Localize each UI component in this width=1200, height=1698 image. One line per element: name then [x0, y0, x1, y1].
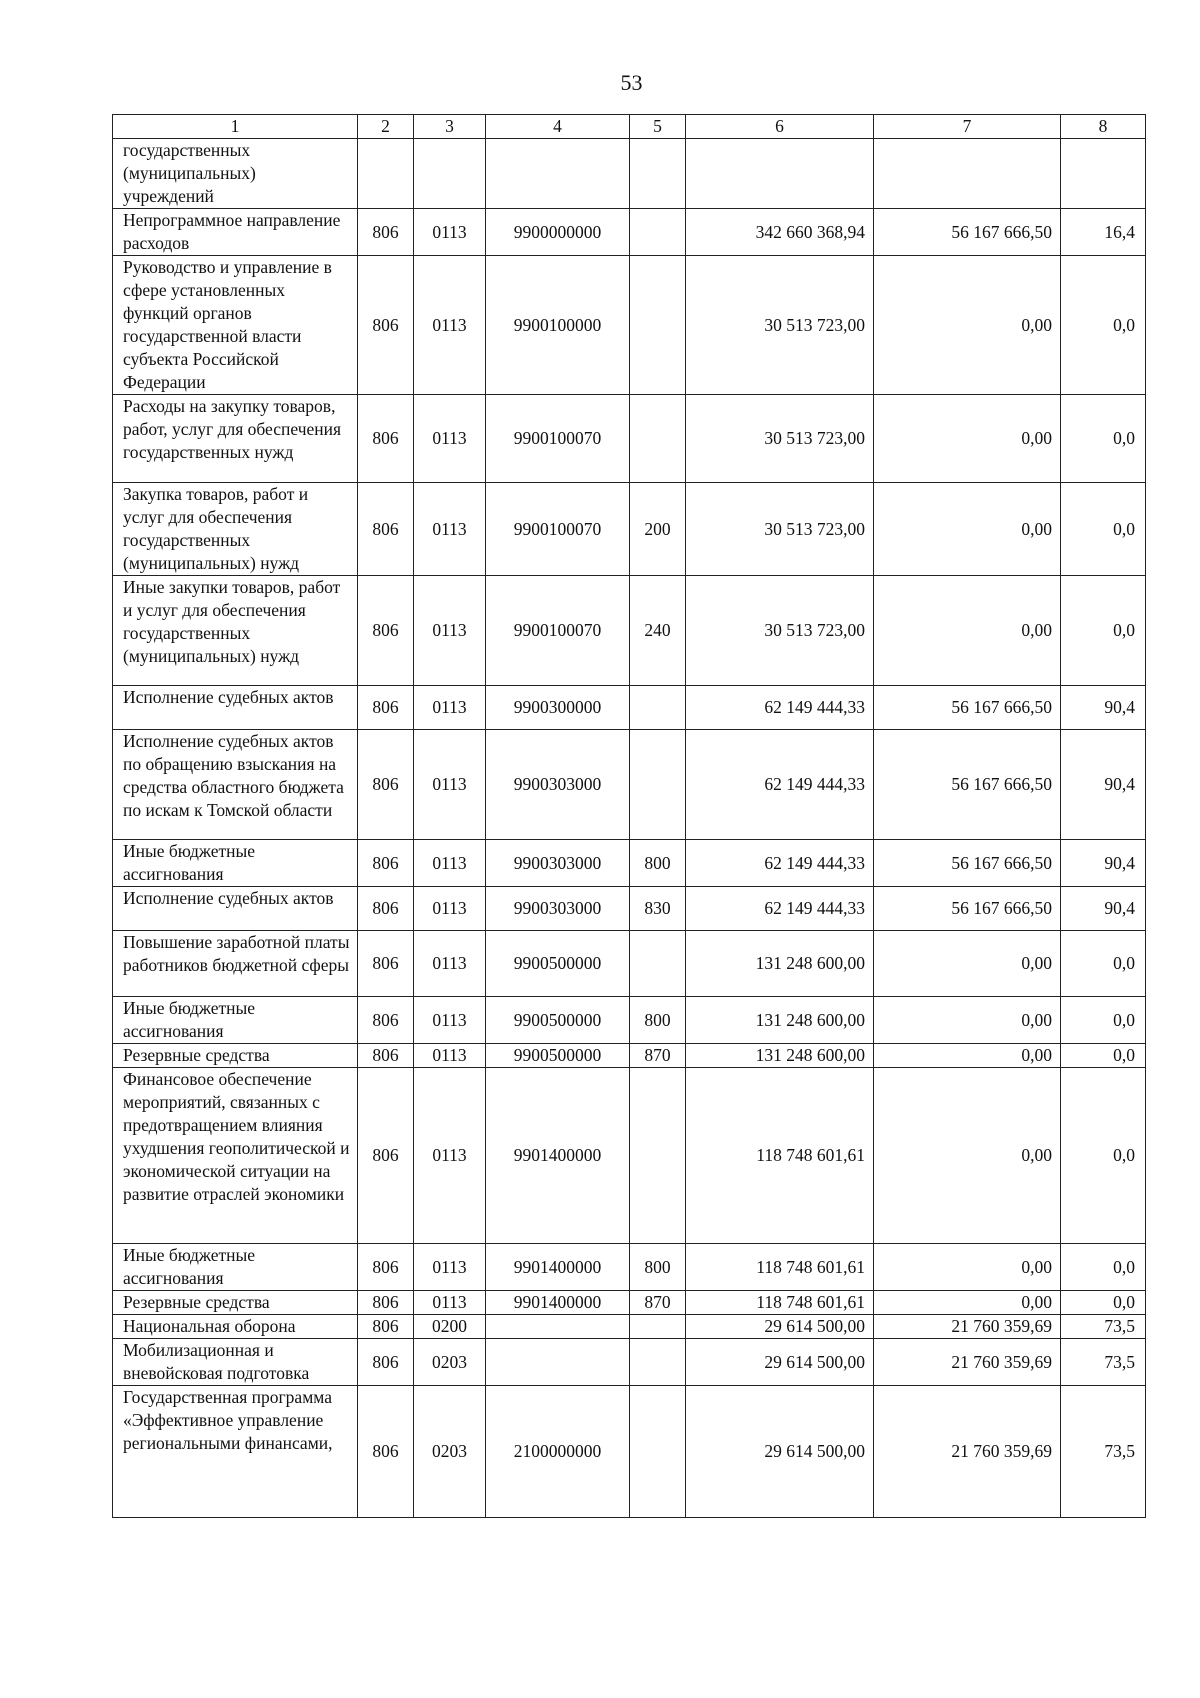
- executed-amount: 21 760 359,69: [874, 1339, 1061, 1386]
- executed-amount: 56 167 666,50: [874, 840, 1061, 887]
- executed-amount: 0,00: [874, 395, 1061, 483]
- execution-percent: 0,0: [1061, 1044, 1146, 1068]
- row-name: Мобилизационная и вневойсковая подготовка: [113, 1339, 358, 1386]
- expense-type-code: 800: [630, 840, 686, 887]
- execution-percent: 90,4: [1061, 840, 1146, 887]
- planned-amount: 30 513 723,00: [686, 576, 874, 686]
- planned-amount: 30 513 723,00: [686, 483, 874, 576]
- executed-amount: 0,00: [874, 1291, 1061, 1315]
- subsection-code: 0113: [414, 887, 486, 931]
- subsection-code: [414, 139, 486, 209]
- executed-amount: 21 760 359,69: [874, 1315, 1061, 1339]
- execution-percent: 16,4: [1061, 209, 1146, 256]
- section-code: 806: [358, 1244, 414, 1291]
- executed-amount: 0,00: [874, 256, 1061, 395]
- planned-amount: 118 748 601,61: [686, 1068, 874, 1244]
- execution-percent: 73,5: [1061, 1386, 1146, 1518]
- subsection-code: 0113: [414, 483, 486, 576]
- target-article-code: 9900300000: [486, 686, 630, 730]
- target-article-code: 9900303000: [486, 887, 630, 931]
- table-row: [113, 576, 1146, 686]
- target-article-code: [486, 139, 630, 209]
- table-body: [113, 139, 1146, 1518]
- column-header: 6: [686, 115, 874, 139]
- target-article-code: 2100000000: [486, 1386, 630, 1518]
- execution-percent: 73,5: [1061, 1339, 1146, 1386]
- target-article-code: [486, 1315, 630, 1339]
- planned-amount: 342 660 368,94: [686, 209, 874, 256]
- section-code: 806: [358, 840, 414, 887]
- subsection-code: 0113: [414, 395, 486, 483]
- target-article-code: 9900500000: [486, 1044, 630, 1068]
- execution-percent: 0,0: [1061, 1244, 1146, 1291]
- row-name: Руководство и управление в сфере установленных функций органов государственной власти субъекта Российской Федерации: [113, 256, 358, 395]
- execution-percent: 0,0: [1061, 1068, 1146, 1244]
- table-row: [113, 395, 1146, 483]
- target-article-code: [486, 1339, 630, 1386]
- expense-type-code: [630, 686, 686, 730]
- expense-type-code: [630, 256, 686, 395]
- table-row: [113, 840, 1146, 887]
- section-code: 806: [358, 209, 414, 256]
- section-code: 806: [358, 997, 414, 1044]
- table-row: [113, 931, 1146, 997]
- expense-type-code: 870: [630, 1044, 686, 1068]
- execution-percent: 0,0: [1061, 483, 1146, 576]
- section-code: 806: [358, 483, 414, 576]
- row-name: Повышение заработной платы работников бюджетной сферы: [113, 931, 358, 997]
- section-code: 806: [358, 730, 414, 840]
- target-article-code: 9901400000: [486, 1068, 630, 1244]
- subsection-code: 0113: [414, 576, 486, 686]
- planned-amount: 62 149 444,33: [686, 840, 874, 887]
- table-row: [113, 1244, 1146, 1291]
- section-code: 806: [358, 887, 414, 931]
- section-code: [358, 139, 414, 209]
- subsection-code: 0113: [414, 686, 486, 730]
- planned-amount: 29 614 500,00: [686, 1315, 874, 1339]
- expense-type-code: 800: [630, 997, 686, 1044]
- target-article-code: 9900100070: [486, 395, 630, 483]
- execution-percent: 0,0: [1061, 1291, 1146, 1315]
- section-code: 806: [358, 1291, 414, 1315]
- subsection-code: 0113: [414, 1044, 486, 1068]
- execution-percent: 73,5: [1061, 1315, 1146, 1339]
- expense-type-code: [630, 730, 686, 840]
- execution-percent: [1061, 139, 1146, 209]
- table-row: [113, 730, 1146, 840]
- expense-type-code: [630, 395, 686, 483]
- row-name: Иные бюджетные ассигнования: [113, 840, 358, 887]
- executed-amount: 0,00: [874, 1044, 1061, 1068]
- column-header: 8: [1061, 115, 1146, 139]
- table-row: [113, 1339, 1146, 1386]
- subsection-code: 0113: [414, 1068, 486, 1244]
- subsection-code: 0203: [414, 1386, 486, 1518]
- subsection-code: 0113: [414, 1244, 486, 1291]
- row-name: Исполнение судебных актов: [113, 686, 358, 730]
- planned-amount: 30 513 723,00: [686, 256, 874, 395]
- planned-amount: 131 248 600,00: [686, 1044, 874, 1068]
- expense-type-code: [630, 1315, 686, 1339]
- executed-amount: 56 167 666,50: [874, 887, 1061, 931]
- expense-type-code: 870: [630, 1291, 686, 1315]
- planned-amount: 62 149 444,33: [686, 686, 874, 730]
- section-code: 806: [358, 1315, 414, 1339]
- expense-type-code: [630, 931, 686, 997]
- section-code: 806: [358, 1386, 414, 1518]
- row-name: Резервные средства: [113, 1291, 358, 1315]
- budget-table: [112, 114, 1146, 1518]
- planned-amount: 131 248 600,00: [686, 931, 874, 997]
- row-name: Финансовое обеспечение мероприятий, связанных с предотвращением влияния ухудшения геополитической и экономической ситуации на развитие отраслей экономики: [113, 1068, 358, 1244]
- table-row: [113, 1315, 1146, 1339]
- expense-type-code: [630, 139, 686, 209]
- expense-type-code: [630, 1339, 686, 1386]
- planned-amount: 29 614 500,00: [686, 1339, 874, 1386]
- section-code: 806: [358, 576, 414, 686]
- column-header: 2: [358, 115, 414, 139]
- expense-type-code: [630, 1068, 686, 1244]
- column-header: 7: [874, 115, 1061, 139]
- row-name: Расходы на закупку товаров, работ, услуг для обеспечения государственных нужд: [113, 395, 358, 483]
- section-code: 806: [358, 1339, 414, 1386]
- subsection-code: 0113: [414, 1291, 486, 1315]
- row-name: Непрограммное направление расходов: [113, 209, 358, 256]
- executed-amount: 56 167 666,50: [874, 209, 1061, 256]
- table-row: [113, 483, 1146, 576]
- column-header: 4: [486, 115, 630, 139]
- section-code: 806: [358, 1068, 414, 1244]
- executed-amount: 0,00: [874, 1068, 1061, 1244]
- planned-amount: [686, 139, 874, 209]
- executed-amount: 56 167 666,50: [874, 686, 1061, 730]
- subsection-code: 0113: [414, 209, 486, 256]
- planned-amount: 118 748 601,61: [686, 1244, 874, 1291]
- target-article-code: 9900000000: [486, 209, 630, 256]
- executed-amount: 0,00: [874, 931, 1061, 997]
- execution-percent: 90,4: [1061, 686, 1146, 730]
- execution-percent: 0,0: [1061, 931, 1146, 997]
- table-header-row: [113, 115, 1146, 139]
- planned-amount: 29 614 500,00: [686, 1386, 874, 1518]
- table-row: [113, 139, 1146, 209]
- table-row: [113, 1291, 1146, 1315]
- row-name: государственных (муниципальных) учреждений: [113, 139, 358, 209]
- executed-amount: 0,00: [874, 483, 1061, 576]
- subsection-code: 0113: [414, 256, 486, 395]
- table-row: [113, 887, 1146, 931]
- row-name: Национальная оборона: [113, 1315, 358, 1339]
- section-code: 806: [358, 395, 414, 483]
- table-row: [113, 1044, 1146, 1068]
- expense-type-code: 800: [630, 1244, 686, 1291]
- target-article-code: 9900100070: [486, 576, 630, 686]
- planned-amount: 62 149 444,33: [686, 730, 874, 840]
- executed-amount: 56 167 666,50: [874, 730, 1061, 840]
- target-article-code: 9901400000: [486, 1291, 630, 1315]
- row-name: Резервные средства: [113, 1044, 358, 1068]
- executed-amount: 0,00: [874, 997, 1061, 1044]
- expense-type-code: [630, 1386, 686, 1518]
- expense-type-code: [630, 209, 686, 256]
- executed-amount: 0,00: [874, 576, 1061, 686]
- section-code: 806: [358, 686, 414, 730]
- expense-type-code: 830: [630, 887, 686, 931]
- row-name: Исполнение судебных актов по обращению взыскания на средства областного бюджета по искам к Томской области: [113, 730, 358, 840]
- target-article-code: 9900303000: [486, 840, 630, 887]
- row-name: Закупка товаров, работ и услуг для обеспечения государственных (муниципальных) нужд: [113, 483, 358, 576]
- table-row: [113, 1386, 1146, 1518]
- execution-percent: 90,4: [1061, 730, 1146, 840]
- subsection-code: 0113: [414, 997, 486, 1044]
- execution-percent: 90,4: [1061, 887, 1146, 931]
- target-article-code: 9900100070: [486, 483, 630, 576]
- column-header: 3: [414, 115, 486, 139]
- target-article-code: 9900500000: [486, 931, 630, 997]
- subsection-code: 0200: [414, 1315, 486, 1339]
- column-header: 1: [113, 115, 358, 139]
- execution-percent: 0,0: [1061, 997, 1146, 1044]
- executed-amount: 0,00: [874, 1244, 1061, 1291]
- subsection-code: 0113: [414, 840, 486, 887]
- planned-amount: 118 748 601,61: [686, 1291, 874, 1315]
- section-code: 806: [358, 1044, 414, 1068]
- execution-percent: 0,0: [1061, 576, 1146, 686]
- column-header: 5: [630, 115, 686, 139]
- table-row: [113, 1068, 1146, 1244]
- execution-percent: 0,0: [1061, 395, 1146, 483]
- subsection-code: 0113: [414, 931, 486, 997]
- planned-amount: 30 513 723,00: [686, 395, 874, 483]
- target-article-code: 9900500000: [486, 997, 630, 1044]
- target-article-code: 9901400000: [486, 1244, 630, 1291]
- executed-amount: [874, 139, 1061, 209]
- table-row: [113, 256, 1146, 395]
- target-article-code: 9900303000: [486, 730, 630, 840]
- expense-type-code: 240: [630, 576, 686, 686]
- row-name: Исполнение судебных актов: [113, 887, 358, 931]
- table-row: [113, 209, 1146, 256]
- row-name: Иные бюджетные ассигнования: [113, 997, 358, 1044]
- executed-amount: 21 760 359,69: [874, 1386, 1061, 1518]
- execution-percent: 0,0: [1061, 256, 1146, 395]
- page-number: 53: [620, 70, 643, 95]
- row-name: Государственная программа «Эффективное управление региональными финансами,: [113, 1386, 358, 1518]
- expense-type-code: 200: [630, 483, 686, 576]
- planned-amount: 62 149 444,33: [686, 887, 874, 931]
- row-name: Иные бюджетные ассигнования: [113, 1244, 358, 1291]
- target-article-code: 9900100000: [486, 256, 630, 395]
- subsection-code: 0113: [414, 730, 486, 840]
- table-row: [113, 686, 1146, 730]
- table-row: [113, 997, 1146, 1044]
- row-name: Иные закупки товаров, работ и услуг для обеспечения государственных (муниципальных) нужд: [113, 576, 358, 686]
- subsection-code: 0203: [414, 1339, 486, 1386]
- section-code: 806: [358, 256, 414, 395]
- planned-amount: 131 248 600,00: [686, 997, 874, 1044]
- section-code: 806: [358, 931, 414, 997]
